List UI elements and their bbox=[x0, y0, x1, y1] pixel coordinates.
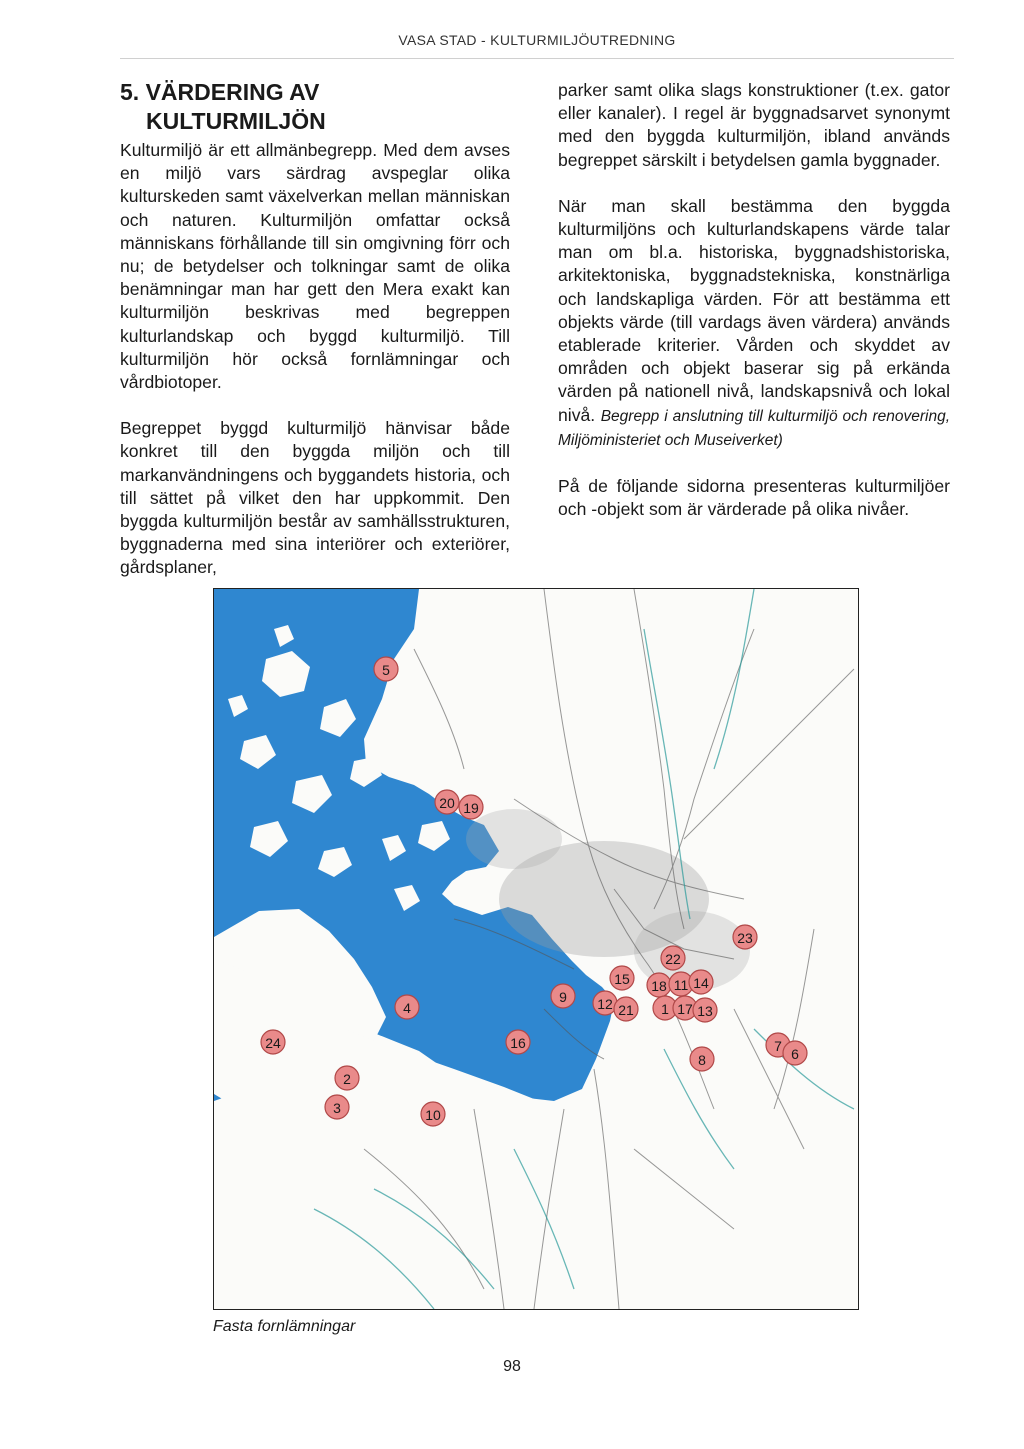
heritage-marker[interactable] bbox=[783, 1041, 807, 1065]
left-paragraph-2: Begreppet byggd kulturmiljö hänvisar både konkret till den byggda miljön och till markanvändningens och byggandets historia, och till sättet på vilket den har uppkommit. Den byggda kulturmiljön består av samhällsstrukturen, byggnaderna med sina interiörer och exteriörer, gårdsplaner, bbox=[120, 418, 510, 578]
river-line bbox=[714, 589, 754, 769]
left-column bbox=[120, 139, 510, 603]
section-title-line2: KULTURMILJÖN bbox=[146, 108, 326, 134]
heritage-marker[interactable] bbox=[335, 1066, 359, 1090]
running-header: VASA STAD - KULTURMILJÖUTREDNING bbox=[398, 32, 676, 48]
road-line bbox=[734, 1009, 804, 1149]
map-graphic bbox=[214, 589, 858, 1309]
marker-label: 15 bbox=[614, 971, 630, 987]
heritage-marker[interactable] bbox=[261, 1030, 285, 1054]
heritage-marker[interactable] bbox=[459, 795, 483, 819]
marker-label: 11 bbox=[673, 977, 689, 993]
page-number: 98 bbox=[503, 1358, 521, 1375]
heritage-marker[interactable] bbox=[733, 925, 757, 949]
marker-label: 3 bbox=[333, 1100, 341, 1116]
marker-label: 20 bbox=[439, 795, 455, 811]
heritage-marker[interactable] bbox=[593, 991, 617, 1015]
marker-label: 16 bbox=[510, 1035, 526, 1051]
section-title bbox=[120, 78, 520, 136]
marker-label: 5 bbox=[382, 662, 390, 678]
road-line bbox=[774, 929, 814, 1109]
marker-label: 7 bbox=[774, 1038, 782, 1054]
marker-label: 17 bbox=[677, 1001, 693, 1017]
marker-label: 22 bbox=[665, 951, 681, 967]
heritage-marker[interactable] bbox=[614, 997, 638, 1021]
land-polygon bbox=[214, 1045, 654, 1309]
marker-label: 2 bbox=[343, 1071, 351, 1087]
heritage-marker[interactable] bbox=[690, 1047, 714, 1071]
marker-label: 13 bbox=[697, 1003, 713, 1019]
heritage-marker[interactable] bbox=[435, 790, 459, 814]
marker-label: 23 bbox=[737, 930, 753, 946]
marker-label: 19 bbox=[463, 800, 479, 816]
marker-label: 8 bbox=[698, 1052, 706, 1068]
marker-label: 10 bbox=[425, 1107, 441, 1123]
heritage-marker[interactable] bbox=[325, 1095, 349, 1119]
heritage-marker[interactable] bbox=[421, 1102, 445, 1126]
city-map[interactable] bbox=[213, 588, 859, 1310]
road-line bbox=[414, 649, 464, 769]
urban-north bbox=[466, 809, 562, 869]
section-title-line1: 5. VÄRDERING AV bbox=[120, 79, 320, 105]
marker-label: 18 bbox=[651, 978, 667, 994]
marker-label: 21 bbox=[618, 1002, 634, 1018]
right-paragraph-1: parker samt olika slags konstruktioner (t.ex. gator eller kanaler). I regel är byggnadsarvet synonymt med den byggda kulturmiljön, ibland används begreppet särskilt i betydelsen gamla byggnader. bbox=[558, 80, 950, 170]
right-column bbox=[558, 79, 950, 544]
map-caption: Fasta fornlämningar bbox=[213, 1318, 356, 1335]
left-paragraph-1: Kulturmiljö är ett allmänbegrepp. Med dem avses en miljö vars särdrag avspeglar olika kulturskeden samt växelverkan mellan människan och naturen. Kulturmiljön omfattar också människans förhållande till sin omgivning förr och nu; de betydelser och tolkningar samt de olika benämningar man har gett den Mera exakt kan kulturmiljön beskrivas med begreppen kulturlandskap och byggd kulturmiljö. Till kulturmiljön hör också fornlämningar och vårdbiotoper. bbox=[120, 140, 510, 393]
heritage-marker[interactable] bbox=[693, 998, 717, 1022]
heritage-marker[interactable] bbox=[506, 1030, 530, 1054]
marker-label: 4 bbox=[403, 1000, 411, 1016]
heritage-marker[interactable] bbox=[689, 970, 713, 994]
marker-label: 6 bbox=[791, 1046, 799, 1062]
heritage-marker[interactable] bbox=[374, 657, 398, 681]
marker-label: 24 bbox=[265, 1035, 281, 1051]
marker-label: 14 bbox=[693, 975, 709, 991]
marker-label: 12 bbox=[597, 996, 613, 1012]
heritage-marker[interactable] bbox=[661, 946, 685, 970]
heritage-marker[interactable] bbox=[551, 984, 575, 1008]
citation: Begrepp i anslutning till kulturmiljö och renovering, Miljöministeriet och Museiverket) bbox=[558, 407, 950, 449]
marker-label: 9 bbox=[559, 989, 567, 1005]
right-paragraph-3: På de följande sidorna presenteras kulturmiljöer och -objekt som är värderade på olika nivåer. bbox=[558, 476, 950, 520]
heritage-marker[interactable] bbox=[647, 973, 671, 997]
right-paragraph-2 bbox=[558, 195, 950, 452]
heritage-marker[interactable] bbox=[610, 966, 634, 990]
road-line bbox=[634, 1149, 734, 1229]
header-rule bbox=[120, 58, 954, 59]
marker-label: 1 bbox=[661, 1001, 669, 1017]
right-paragraph-2-text: När man skall bestämma den byggda kulturmiljöns och kulturlandskapens värde talar man om bl.a. historiska, byggnadshistoriska, arkitektoniska, byggnadstekniska, konstnärliga och landskapliga värden. För att bestämma ett objekts värde (till vardags även värdera) används etablerade kriterier. Vården och skyddet av områden och objekt baserar sig på erkända värden på nationell nivå, landskapsnivå och lokal nivå. bbox=[558, 195, 950, 425]
heritage-marker[interactable] bbox=[395, 995, 419, 1019]
